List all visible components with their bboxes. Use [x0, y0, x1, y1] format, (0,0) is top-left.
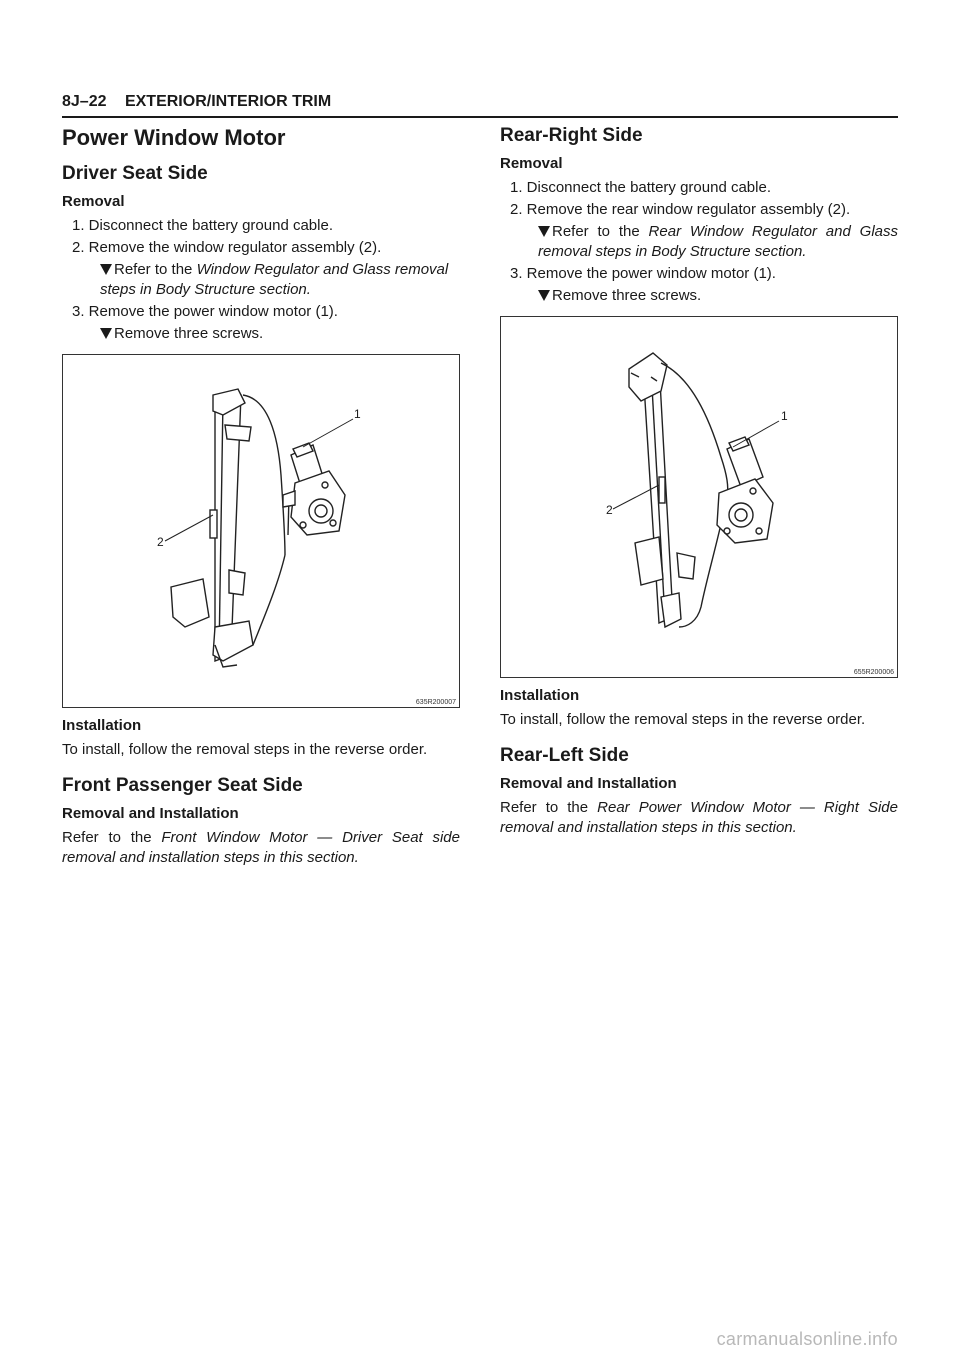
page-header — [62, 92, 898, 118]
driver-removal-heading: Removal — [62, 193, 125, 210]
right-column — [500, 124, 898, 838]
rear-left-subheading: Removal and Installation — [500, 775, 677, 792]
rear-left-text-prefix: Refer to the — [500, 799, 589, 816]
rear-right-installation-text: To install, follow the removal steps in the reverse order. — [500, 711, 866, 728]
left-column — [62, 124, 460, 868]
rear-left-text — [500, 798, 898, 838]
rear-right-step-1: 1. Disconnect the battery ground cable. — [510, 179, 771, 196]
section-title: EXTERIOR/INTERIOR TRIM — [124, 93, 332, 110]
note-reference: Window Regulator and Glass removal steps in Body Structure section. — [100, 261, 449, 298]
page-number: 8J–22 — [62, 93, 107, 110]
driver-step-1: 1. Disconnect the battery ground cable. — [72, 217, 333, 234]
driver-step-2-note — [100, 260, 460, 300]
note-reference: Rear Window Regulator and Glass removal steps in Body Structure section. — [538, 223, 898, 260]
bullet-triangle-icon — [538, 290, 550, 301]
rear-right-step-2: 2. Remove the rear window regulator assembly (2). — [510, 201, 851, 218]
note-prefix: Refer to the — [552, 223, 640, 240]
driver-installation-text: To install, follow the removal steps in the reverse order. — [62, 741, 428, 758]
figure-code: 655R200006 — [853, 669, 894, 676]
rear-right-step-3: 3. Remove the power window motor (1). — [510, 265, 776, 282]
callout-1: 1 — [354, 407, 361, 421]
callout-2: 2 — [157, 535, 164, 549]
rear-right-heading: Rear-Right Side — [500, 125, 643, 146]
figure-code: 635R200007 — [415, 699, 456, 706]
rear-left-heading: Rear-Left Side — [500, 745, 629, 766]
note-prefix: Refer to the — [114, 261, 193, 278]
note-text: Remove three screws. — [552, 287, 702, 304]
passenger-text-prefix: Refer to the — [62, 829, 152, 846]
callout-1: 1 — [781, 409, 788, 423]
driver-regulator-figure — [62, 354, 460, 708]
page-title: Power Window Motor — [62, 125, 286, 150]
passenger-text — [62, 828, 460, 868]
rear-right-installation-heading: Installation — [500, 687, 580, 704]
rear-right-step-3-note — [538, 286, 898, 306]
bullet-triangle-icon — [100, 328, 112, 339]
rear-right-step-2-note — [538, 222, 898, 262]
passenger-text-reference: Front Window Motor — Driver Seat side removal and installation steps in this section. — [62, 829, 460, 866]
driver-installation-heading: Installation — [62, 717, 142, 734]
note-text: Remove three screws. — [114, 325, 264, 342]
driver-step-2: 2. Remove the window regulator assembly (2). — [72, 239, 382, 256]
driver-step-3-note — [100, 324, 460, 344]
watermark: carmanualsonline.info — [716, 1329, 898, 1349]
driver-side-heading: Driver Seat Side — [62, 163, 208, 184]
rear-right-removal-heading: Removal — [500, 155, 563, 172]
driver-removal-steps — [72, 216, 460, 344]
rear-regulator-figure — [500, 316, 898, 678]
rear-window-regulator-illustration — [501, 317, 897, 677]
bullet-triangle-icon — [538, 226, 550, 237]
callout-2: 2 — [606, 503, 613, 517]
driver-step-3: 3. Remove the power window motor (1). — [72, 303, 338, 320]
passenger-side-heading: Front Passenger Seat Side — [62, 775, 303, 796]
rear-left-text-reference: Rear Power Window Motor — Right Side removal and installation steps in this section. — [500, 799, 898, 836]
bullet-triangle-icon — [100, 264, 112, 275]
passenger-subheading: Removal and Installation — [62, 805, 239, 822]
rear-right-removal-steps — [510, 178, 898, 306]
window-regulator-illustration — [63, 355, 459, 707]
